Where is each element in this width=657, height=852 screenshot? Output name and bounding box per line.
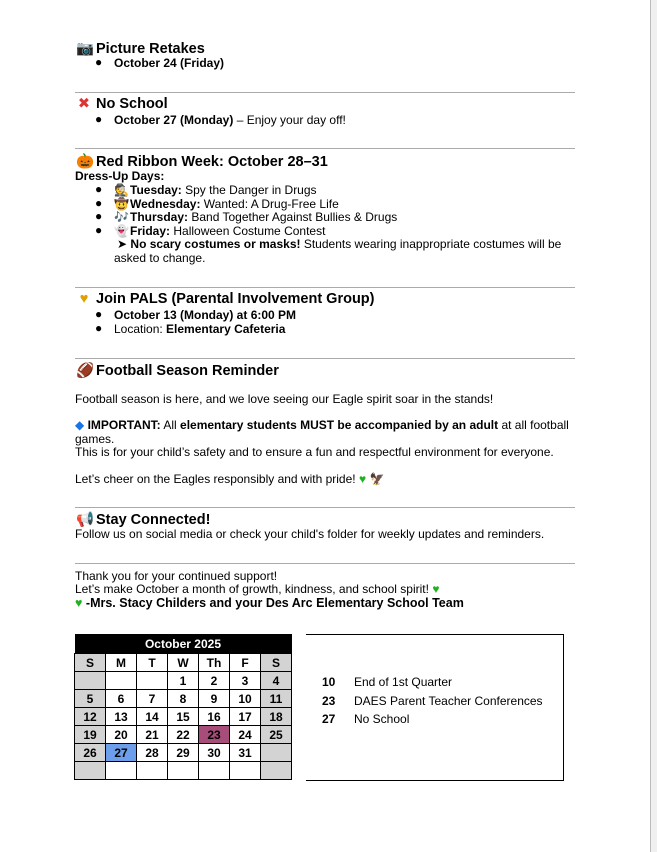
weekday-header: F [230, 654, 261, 672]
calendar-day: 28 [137, 744, 168, 762]
calendar-day: 24 [230, 726, 261, 744]
calendar-day: 19 [75, 726, 106, 744]
event-day: 27 [322, 712, 336, 726]
text: All [160, 418, 181, 432]
text: Let’s make October a month of growth, kindness, and school spirit! [75, 582, 429, 596]
dress-up-day [114, 210, 397, 224]
calendar-day: 20 [106, 726, 137, 744]
calendar-day [230, 762, 261, 780]
heading-text: Red Ribbon Week: October 28–31 [96, 154, 328, 170]
bullet: ● [95, 55, 103, 69]
green-heart-icon: ♥ [432, 582, 440, 596]
calendar-day [261, 762, 292, 780]
theme: Wanted: A Drug-Free Life [200, 196, 339, 211]
label: IMPORTANT: [87, 418, 161, 432]
bullet: ● [95, 182, 103, 196]
heading-text: No School [96, 96, 168, 112]
day: Wednesday: [130, 196, 201, 211]
text: Let’s cheer on the Eagles responsibly and with pride! [75, 472, 356, 486]
calendar-day: 4 [261, 672, 292, 690]
bullet: ● [95, 112, 103, 126]
calendar-day: 10 [230, 690, 261, 708]
note: – Enjoy your day off! [233, 113, 346, 127]
calendar-day: 25 [261, 726, 292, 744]
date: October 27 (Monday) [114, 113, 234, 127]
diamond-icon: ◆ [75, 418, 85, 432]
pals-heading [76, 291, 375, 307]
cross-mark-icon: ✖ [77, 96, 91, 112]
football-cheer [75, 472, 384, 486]
calendar-day: 16 [199, 708, 230, 726]
heading-text: Football Season Reminder [96, 363, 279, 379]
calendar-day: 12 [75, 708, 106, 726]
pumpkin-icon: 🎃 [76, 154, 95, 170]
dress-up-day [114, 183, 317, 197]
divider [75, 563, 575, 564]
calendar-day [75, 762, 106, 780]
calendar-day: 23 [199, 726, 230, 744]
weekday-header: M [106, 654, 137, 672]
pals-location [114, 322, 285, 336]
theme: Spy the Danger in Drugs [181, 183, 317, 197]
calendar-day: 30 [199, 744, 230, 762]
football-icon: 🏈 [76, 363, 95, 379]
heading-text: Stay Connected! [96, 512, 211, 528]
picture-date: October 24 (Friday) [114, 56, 225, 70]
connected-text: Follow us on social media or check your child's folder for weekly updates and reminders. [75, 527, 545, 541]
bullet: ● [95, 307, 103, 321]
event-text: End of 1st Quarter [354, 675, 453, 689]
divider [75, 287, 575, 288]
no-school-heading [76, 96, 168, 112]
bullet: ● [95, 223, 103, 238]
costume-warning [117, 237, 561, 251]
heading-text: Join PALS (Parental Involvement Group) [96, 291, 375, 307]
calendar-day: 13 [106, 708, 137, 726]
event-day: 10 [322, 675, 336, 689]
text: -Mrs. Stacy Childers and your Des Arc Elementary School Team [85, 596, 464, 610]
calendar-events [306, 634, 564, 781]
calendar-day [106, 762, 137, 780]
heading-text: Picture Retakes [96, 41, 205, 57]
calendar-day: 18 [261, 708, 292, 726]
calendar-day: 14 [137, 708, 168, 726]
bullet: ● [95, 209, 103, 224]
calendar-day: 17 [230, 708, 261, 726]
divider [75, 148, 575, 149]
eagle-icon: 🦅 [369, 472, 385, 486]
calendar-day: 8 [168, 690, 199, 708]
calendar-day: 21 [137, 726, 168, 744]
calendar-day: 6 [106, 690, 137, 708]
football-text: Football season is here, and we love seeing our Eagle spirit soar in the stands! [75, 392, 494, 406]
dress-up-day [114, 197, 339, 211]
calendar-day [137, 672, 168, 690]
calendar-day: 22 [168, 726, 199, 744]
green-heart-icon: ♥ [75, 596, 83, 610]
october-calendar [74, 634, 292, 780]
megaphone-icon: 📢 [76, 512, 95, 528]
calendar-day: 7 [137, 690, 168, 708]
calendar-day: 5 [75, 690, 106, 708]
weekday-header: S [261, 654, 292, 672]
calendar-day: 15 [168, 708, 199, 726]
warning-bold: No scary costumes or masks! [130, 237, 301, 251]
calendar-day: 9 [199, 690, 230, 708]
football-text: This is for your child’s safety and to ensure a fun and respectful environment for everyone. [75, 445, 554, 459]
pals-date: October 13 (Monday) at 6:00 PM [114, 308, 297, 322]
signature [75, 596, 464, 610]
calendar-day [75, 672, 106, 690]
warning-text: Students wearing inappropriate costumes will be [300, 237, 562, 251]
weekday-header: W [168, 654, 199, 672]
day: Friday: [130, 224, 171, 239]
calendar-day [106, 672, 137, 690]
value: Elementary Cafeteria [166, 322, 286, 336]
cowboy-icon: 🤠 [114, 196, 129, 211]
day: Tuesday: [130, 183, 182, 197]
calendar-day: 1 [168, 672, 199, 690]
camera-icon: 📷 [76, 41, 95, 57]
calendar-title: October 2025 [75, 634, 292, 654]
red-ribbon-heading [76, 153, 328, 170]
event-text: No School [354, 712, 410, 726]
text-bold: elementary students MUST be accompanied by an adult [180, 418, 499, 432]
weekday-header: S [75, 654, 106, 672]
dress-up-day [114, 224, 325, 238]
day: Thursday: [130, 210, 189, 225]
green-heart-icon: ♥ [358, 472, 367, 486]
calendar-day: 29 [168, 744, 199, 762]
calendar-day [137, 762, 168, 780]
divider [75, 358, 575, 359]
warning-text-cont: asked to change. [114, 251, 206, 265]
heart-icon: ♥ [79, 291, 89, 307]
dress-up-label: Dress-Up Days: [75, 169, 165, 183]
detective-icon: 🕵 [114, 183, 129, 197]
ghost-icon: 👻 [114, 224, 129, 239]
divider [75, 507, 575, 508]
closing-line: Thank you for your continued support! [75, 569, 278, 583]
calendar-day: 31 [230, 744, 261, 762]
text: at all football [498, 418, 569, 432]
closing-line [75, 582, 439, 596]
theme: Band Together Against Bullies & Drugs [188, 210, 398, 225]
label: Location: [114, 322, 167, 336]
calendar-day [199, 762, 230, 780]
event-text: DAES Parent Teacher Conferences [354, 693, 543, 708]
arrow-icon: ➤ [117, 237, 128, 251]
calendar-day: 11 [261, 690, 292, 708]
bullet: ● [95, 195, 103, 210]
calendar-day: 2 [199, 672, 230, 690]
event-day: 23 [322, 693, 336, 708]
divider [75, 92, 575, 93]
football-heading [76, 362, 279, 379]
text: games. [75, 432, 115, 446]
calendar-day [261, 744, 292, 762]
weekday-header: Th [199, 654, 230, 672]
bullet: ● [95, 321, 103, 335]
weekday-header: T [137, 654, 168, 672]
stay-connected-heading [76, 511, 210, 528]
calendar-day: 26 [75, 744, 106, 762]
music-band-icon: 🎶 [114, 210, 129, 225]
calendar-day: 27 [106, 744, 137, 762]
no-school-item [114, 113, 346, 127]
theme: Halloween Costume Contest [170, 224, 326, 239]
important-note [75, 418, 569, 432]
calendar-day [168, 762, 199, 780]
calendar-day: 3 [230, 672, 261, 690]
